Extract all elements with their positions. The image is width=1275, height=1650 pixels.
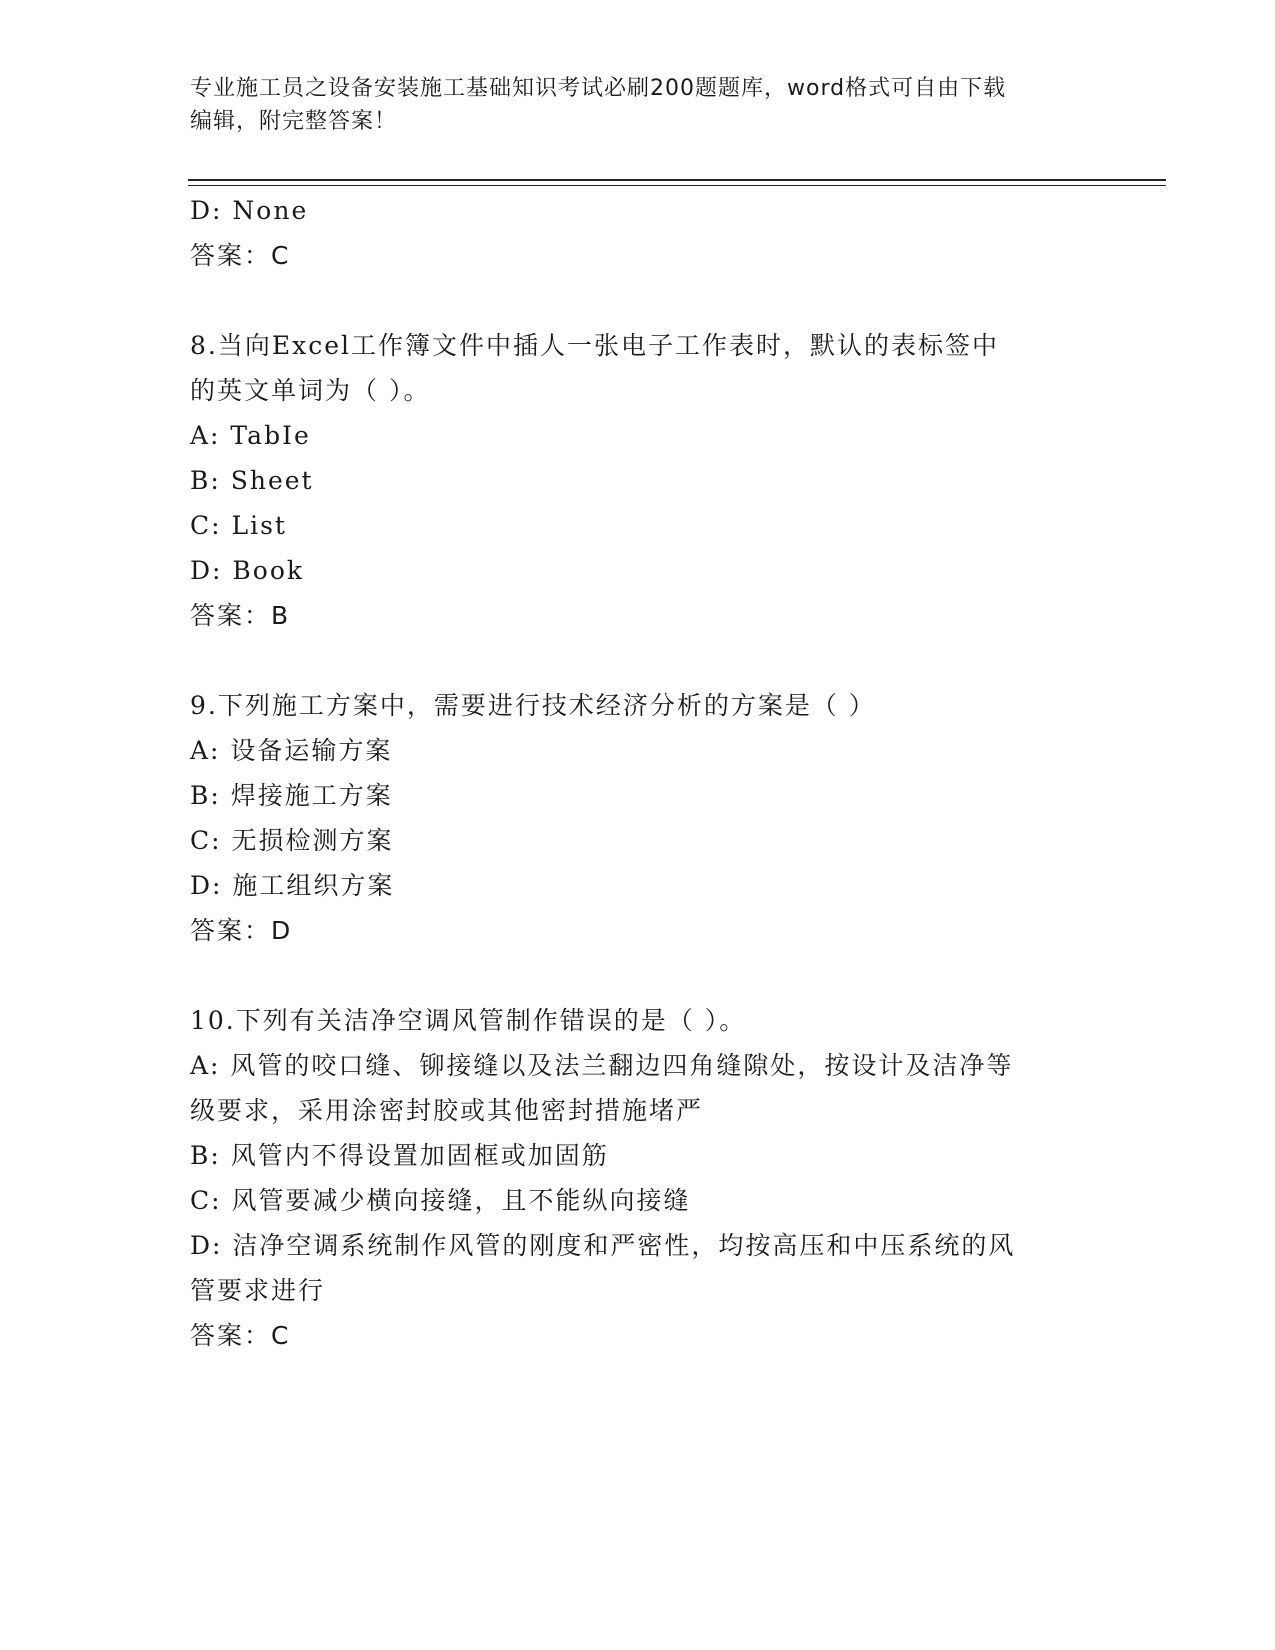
q10-option-d-line1: D: 洁净空调系统制作风管的刚度和严密性，均按高压和中压系统的风 xyxy=(190,1231,1016,1260)
prev-option-d: D: None xyxy=(190,196,309,225)
q8-option-d: D: Book xyxy=(190,556,305,585)
q9-stem: 9.下列施工方案中，需要进行技术经济分析的方案是（ ） xyxy=(190,691,876,720)
q9-option-b: B: 焊接施工方案 xyxy=(190,781,393,810)
header-divider-thin xyxy=(188,185,1166,186)
header-title-line1: 专业施工员之设备安装施工基础知识考试必刷200题题库，word格式可自由下载 xyxy=(190,76,1007,101)
q10-option-c: C: 风管要减少横向接缝，且不能纵向接缝 xyxy=(190,1186,691,1215)
q10-option-d-line2: 管要求进行 xyxy=(190,1276,326,1305)
q9-option-d: D: 施工组织方案 xyxy=(190,871,395,900)
q10-option-a-line1: A: 风管的咬口缝、铆接缝以及法兰翻边四角缝隙处，按设计及洁净等 xyxy=(190,1051,1014,1080)
q10-option-a-line2: 级要求，采用涂密封胶或其他密封措施堵严 xyxy=(190,1096,704,1125)
q8-stem-line2: 的英文单词为（ ）。 xyxy=(190,376,431,405)
prev-answer: 答案：C xyxy=(190,241,291,270)
document-header xyxy=(190,72,1090,138)
header-title-line2: 编辑，附完整答案！ xyxy=(190,109,398,134)
q9-option-c: C: 无损检测方案 xyxy=(190,826,394,855)
header-divider-thick xyxy=(188,179,1166,181)
q9-option-a: A: 设备运输方案 xyxy=(190,736,393,765)
q8-option-c: C: List xyxy=(190,511,287,540)
q10-answer: 答案：C xyxy=(190,1321,291,1350)
q8-option-a: A: TabIe xyxy=(190,421,311,450)
q8-stem-line1: 8.当向Excel工作簿文件中插人一张电子工作表时，默认的表标签中 xyxy=(190,331,999,360)
q8-option-b: B: Sheet xyxy=(190,466,314,495)
q8-answer: 答案：B xyxy=(190,601,291,630)
q9-answer: 答案：D xyxy=(190,916,293,945)
q10-stem: 10.下列有关洁净空调风管制作错误的是（ ）。 xyxy=(190,1006,747,1035)
q10-option-b: B: 风管内不得设置加固框或加固筋 xyxy=(190,1141,609,1170)
